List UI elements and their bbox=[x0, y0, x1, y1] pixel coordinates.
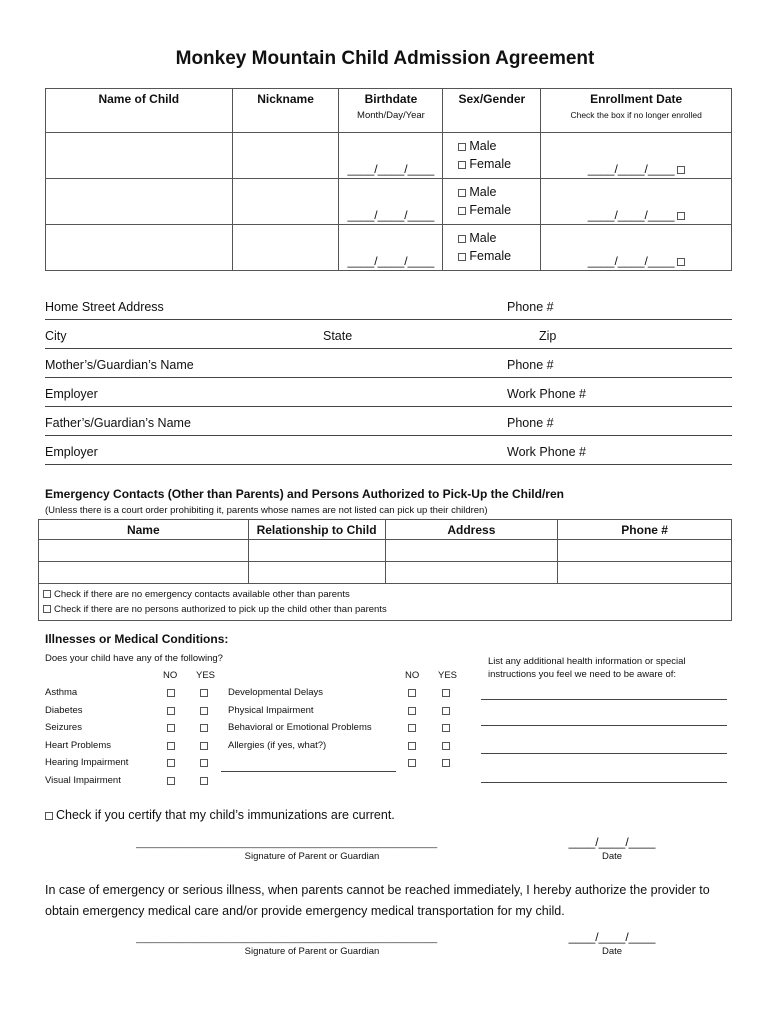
yes-checkbox[interactable] bbox=[200, 742, 208, 750]
work-phone-label: Work Phone # bbox=[507, 387, 586, 401]
child-nickname-cell[interactable] bbox=[232, 133, 339, 179]
emergency-checks-row bbox=[39, 584, 732, 621]
no-checkbox[interactable] bbox=[167, 724, 175, 732]
no-checkbox[interactable] bbox=[167, 742, 175, 750]
additional-info-line[interactable] bbox=[481, 782, 727, 783]
mother-employer-row[interactable] bbox=[45, 385, 732, 407]
relationship-cell[interactable] bbox=[248, 540, 385, 562]
emergency-checks-cell bbox=[39, 584, 732, 621]
date-line[interactable]: ____/____/____ bbox=[568, 930, 656, 944]
immunization-label: Check if you certify that my child’s immunizations are current. bbox=[56, 808, 395, 822]
child-row bbox=[46, 133, 732, 179]
col-contact-name: Name bbox=[39, 520, 249, 540]
condition-label: Diabetes bbox=[45, 705, 83, 716]
enrollment-blank: ____/____/____ bbox=[587, 208, 675, 222]
yes-checkbox[interactable] bbox=[200, 689, 208, 697]
condition-label: Heart Problems bbox=[45, 740, 111, 751]
contact-name-cell[interactable] bbox=[39, 562, 249, 584]
condition-label: Asthma bbox=[45, 687, 78, 698]
no-checkbox[interactable] bbox=[408, 759, 416, 767]
female-option[interactable] bbox=[443, 248, 540, 265]
checkbox[interactable] bbox=[45, 812, 53, 820]
checkbox[interactable] bbox=[458, 189, 466, 197]
child-name-cell[interactable] bbox=[46, 133, 233, 179]
no-pickup-persons-option[interactable] bbox=[43, 602, 727, 617]
city-row[interactable] bbox=[45, 327, 732, 349]
female-label: Female bbox=[469, 203, 512, 217]
col-address: Address bbox=[385, 520, 558, 540]
yes-column-label: YES bbox=[438, 670, 458, 681]
home-address-label: Home Street Address bbox=[45, 300, 164, 314]
phone-cell[interactable] bbox=[558, 540, 732, 562]
male-option[interactable] bbox=[443, 230, 540, 247]
father-label: Father’s/Guardian’s Name bbox=[45, 416, 191, 430]
relationship-cell[interactable] bbox=[248, 562, 385, 584]
enrollment-date bbox=[541, 208, 731, 222]
father-employer-row[interactable] bbox=[45, 443, 732, 465]
additional-info-line[interactable] bbox=[481, 753, 727, 754]
mother-row[interactable] bbox=[45, 356, 732, 378]
yes-checkbox[interactable] bbox=[200, 759, 208, 767]
child-enrollment-cell[interactable] bbox=[541, 225, 732, 271]
no-checkbox[interactable] bbox=[167, 759, 175, 767]
phone-cell[interactable] bbox=[558, 562, 732, 584]
condition-label: Physical Impairment bbox=[228, 705, 314, 716]
checkbox[interactable] bbox=[458, 235, 466, 243]
child-nickname-cell[interactable] bbox=[232, 225, 339, 271]
enrollment-blank: ____/____/____ bbox=[587, 254, 675, 268]
phone-label: Phone # bbox=[507, 300, 554, 314]
employer-label: Employer bbox=[45, 387, 98, 401]
birthdate-format: Month/Day/Year bbox=[357, 110, 425, 121]
child-birthdate-cell[interactable] bbox=[339, 133, 443, 179]
no-pickup-persons-label: Check if there are no persons authorized to pick up the child other than parents bbox=[54, 604, 387, 615]
contact-row bbox=[39, 562, 732, 584]
col-relationship: Relationship to Child bbox=[248, 520, 385, 540]
col-name-of-child: Name of Child bbox=[46, 89, 233, 133]
child-birthdate-cell[interactable] bbox=[339, 225, 443, 271]
child-name-cell[interactable] bbox=[46, 179, 233, 225]
no-checkbox[interactable] bbox=[408, 724, 416, 732]
medical-question: Does your child have any of the following? bbox=[45, 653, 223, 664]
date-line[interactable]: ____/____/____ bbox=[568, 835, 656, 849]
mother-label: Mother’s/Guardian’s Name bbox=[45, 358, 194, 372]
yes-checkbox[interactable] bbox=[200, 724, 208, 732]
col-sex: Sex/Gender bbox=[443, 89, 541, 133]
no-column-label: NO bbox=[163, 670, 178, 681]
emergency-note: (Unless there is a court order prohibiting it, parents whose names are not listed can pick up their children) bbox=[45, 505, 488, 516]
address-cell[interactable] bbox=[385, 562, 558, 584]
no-checkbox[interactable] bbox=[167, 689, 175, 697]
date-label: Date bbox=[601, 851, 623, 862]
no-longer-enrolled-checkbox[interactable] bbox=[677, 212, 685, 220]
col-birthdate bbox=[339, 89, 443, 133]
female-label: Female bbox=[469, 249, 512, 263]
yes-checkbox[interactable] bbox=[200, 707, 208, 715]
checkbox[interactable] bbox=[458, 161, 466, 169]
children-table-header bbox=[46, 89, 732, 133]
birthdate-blank: ____/____/____ bbox=[347, 254, 435, 268]
condition-label: Seizures bbox=[45, 722, 82, 733]
emergency-table-header bbox=[39, 520, 732, 540]
child-sex-cell bbox=[443, 133, 541, 179]
yes-checkbox[interactable] bbox=[442, 689, 450, 697]
yes-checkbox[interactable] bbox=[442, 707, 450, 715]
employer-label: Employer bbox=[45, 445, 98, 459]
male-option[interactable] bbox=[443, 184, 540, 201]
enrollment-date bbox=[541, 254, 731, 268]
additional-info-line1: List any additional health information or special bbox=[488, 656, 686, 667]
no-longer-enrolled-checkbox[interactable] bbox=[677, 258, 685, 266]
child-sex-cell bbox=[443, 225, 541, 271]
emergency-heading: Emergency Contacts (Other than Parents) and Persons Authorized to Pick-Up the Child/ren bbox=[45, 487, 564, 501]
condition-label: Allergies (if yes, what?) bbox=[228, 740, 327, 751]
address-cell[interactable] bbox=[385, 540, 558, 562]
additional-info-line[interactable] bbox=[481, 725, 727, 726]
female-label: Female bbox=[469, 157, 512, 171]
yes-checkbox[interactable] bbox=[442, 724, 450, 732]
child-row bbox=[46, 179, 732, 225]
condition-label: Developmental Delays bbox=[228, 687, 324, 698]
no-checkbox[interactable] bbox=[167, 777, 175, 785]
zip-label: Zip bbox=[539, 329, 557, 343]
immunization-option[interactable] bbox=[45, 808, 395, 822]
condition-label: Hearing Impairment bbox=[45, 757, 129, 768]
no-checkbox[interactable] bbox=[408, 742, 416, 750]
col-nickname: Nickname bbox=[232, 89, 339, 133]
form-title: Monkey Mountain Child Admission Agreement bbox=[175, 48, 595, 69]
col-enrollment bbox=[541, 89, 732, 133]
additional-info-line2: instructions you feel we need to be aware of: bbox=[488, 669, 677, 680]
father-phone-label: Phone # bbox=[507, 416, 554, 430]
enrollment-label: Enrollment Date bbox=[590, 92, 683, 106]
additional-info-line[interactable] bbox=[481, 699, 727, 700]
yes-checkbox[interactable] bbox=[442, 759, 450, 767]
checkbox[interactable] bbox=[458, 143, 466, 151]
child-enrollment-cell[interactable] bbox=[541, 179, 732, 225]
child-row bbox=[46, 225, 732, 271]
female-option[interactable] bbox=[443, 202, 540, 219]
enrollment-date bbox=[541, 162, 731, 176]
yes-column-label: YES bbox=[196, 670, 216, 681]
male-label: Male bbox=[469, 139, 497, 153]
no-column-label: NO bbox=[405, 670, 420, 681]
no-longer-enrolled-checkbox[interactable] bbox=[677, 166, 685, 174]
no-emergency-contacts-option[interactable] bbox=[43, 587, 727, 602]
male-label: Male bbox=[469, 231, 497, 245]
enrollment-note: Check the box if no longer enrolled bbox=[570, 110, 702, 120]
checkbox[interactable] bbox=[43, 590, 51, 598]
birthdate-blank: ____/____/____ bbox=[347, 162, 435, 176]
yes-checkbox[interactable] bbox=[200, 777, 208, 785]
emergency-table bbox=[38, 519, 732, 621]
yes-checkbox[interactable] bbox=[442, 742, 450, 750]
mother-phone-label: Phone # bbox=[507, 358, 554, 372]
children-table bbox=[45, 88, 732, 271]
contact-row bbox=[39, 540, 732, 562]
child-sex-cell bbox=[443, 179, 541, 225]
child-birthdate-cell[interactable] bbox=[339, 179, 443, 225]
home-address-row[interactable] bbox=[45, 298, 732, 320]
checkbox[interactable] bbox=[43, 605, 51, 613]
medical-heading: Illnesses or Medical Conditions: bbox=[45, 632, 229, 646]
female-option[interactable] bbox=[443, 156, 540, 173]
condition-label: Visual Impairment bbox=[45, 775, 121, 786]
state-label: State bbox=[323, 329, 353, 343]
father-row[interactable] bbox=[45, 414, 732, 436]
signature-label: Signature of Parent or Guardian bbox=[244, 946, 380, 957]
condition-label: Behavioral or Emotional Problems bbox=[228, 722, 372, 733]
no-emergency-contacts-label: Check if there are no emergency contacts available other than parents bbox=[54, 589, 350, 600]
signature-line[interactable]: _________________________________________________________ bbox=[136, 933, 438, 944]
birthdate-label: Birthdate bbox=[364, 92, 418, 106]
child-nickname-cell[interactable] bbox=[232, 179, 339, 225]
birthdate-blank: ____/____/____ bbox=[347, 208, 435, 222]
checkbox[interactable] bbox=[458, 253, 466, 261]
no-checkbox[interactable] bbox=[408, 707, 416, 715]
city-label: City bbox=[45, 329, 67, 343]
signature-label: Signature of Parent or Guardian bbox=[244, 851, 380, 862]
checkbox[interactable] bbox=[458, 207, 466, 215]
no-checkbox[interactable] bbox=[408, 689, 416, 697]
contact-name-cell[interactable] bbox=[39, 540, 249, 562]
work-phone-label: Work Phone # bbox=[507, 445, 586, 459]
col-phone: Phone # bbox=[558, 520, 732, 540]
enrollment-blank: ____/____/____ bbox=[587, 162, 675, 176]
male-option[interactable] bbox=[443, 138, 540, 155]
authorization-text: In case of emergency or serious illness, when parents cannot be reached immediately, I hereby authorize the provider to obtain emergency medical care and/or provide emergency medical transportation for my child. bbox=[45, 883, 710, 918]
male-label: Male bbox=[469, 185, 497, 199]
signature-line[interactable]: _________________________________________________________ bbox=[136, 838, 438, 849]
no-checkbox[interactable] bbox=[167, 707, 175, 715]
child-enrollment-cell[interactable] bbox=[541, 133, 732, 179]
allergies-line[interactable] bbox=[221, 771, 396, 772]
date-label: Date bbox=[601, 946, 623, 957]
child-name-cell[interactable] bbox=[46, 225, 233, 271]
